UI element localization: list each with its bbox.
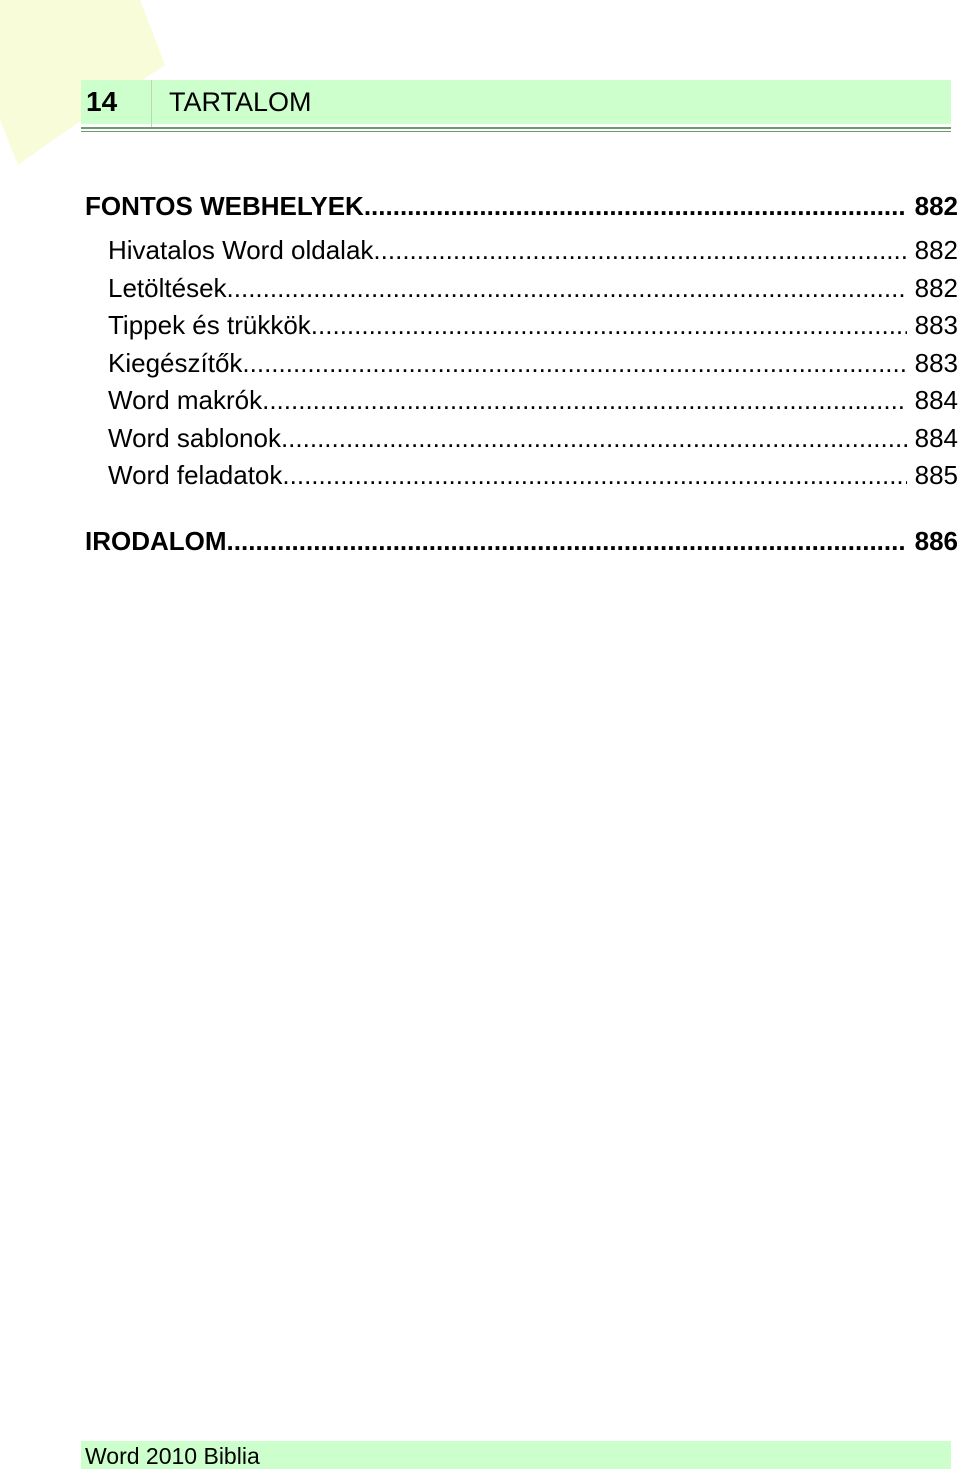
toc-page-number: 884 xyxy=(914,385,958,415)
toc-heading-irodalom[interactable] xyxy=(85,521,958,561)
toc-label: Word feladatok xyxy=(108,460,283,490)
toc-item[interactable] xyxy=(85,232,958,270)
toc-page-number: 886 xyxy=(914,525,958,556)
toc-item[interactable] xyxy=(85,457,958,495)
toc-page-number: 882 xyxy=(914,272,958,303)
toc-page-number: 883 xyxy=(914,310,958,340)
table-of-contents xyxy=(85,186,958,561)
toc-page-number: 882 xyxy=(914,235,958,265)
page-title: TARTALOM xyxy=(169,87,312,117)
toc-leader-dots xyxy=(281,420,907,458)
toc-label: IRODALOM xyxy=(85,525,227,556)
toc-label: Kiegészítők xyxy=(108,347,243,378)
toc-leader-dots xyxy=(282,457,906,495)
toc-page-number: 885 xyxy=(914,460,958,490)
toc-leader-dots xyxy=(227,521,907,561)
toc-item[interactable] xyxy=(85,270,958,308)
toc-item[interactable] xyxy=(85,420,958,458)
toc-leader-dots xyxy=(242,345,906,383)
toc-label: Word sablonok xyxy=(108,422,281,453)
toc-page-number: 884 xyxy=(914,422,958,453)
page-header xyxy=(81,80,951,124)
toc-item[interactable] xyxy=(85,382,958,420)
page-number: 14 xyxy=(86,86,118,117)
toc-label: Tippek és trükkök xyxy=(108,310,311,340)
toc-item[interactable] xyxy=(85,345,958,383)
header-divider xyxy=(151,80,152,128)
toc-label: Letöltések xyxy=(108,272,227,303)
toc-heading-fontos-webhelyek[interactable] xyxy=(85,186,958,226)
toc-leader-dots xyxy=(373,232,906,270)
header-rule-thick xyxy=(81,127,951,129)
toc-page-number: 883 xyxy=(914,347,958,378)
toc-leader-dots xyxy=(262,382,907,420)
toc-label: FONTOS WEBHELYEK xyxy=(85,191,364,221)
toc-leader-dots xyxy=(364,186,907,226)
toc-leader-dots xyxy=(227,270,907,308)
toc-label: Word makrók xyxy=(108,385,263,415)
toc-item[interactable] xyxy=(85,307,958,345)
page-footer xyxy=(81,1441,951,1469)
toc-page-number: 882 xyxy=(914,191,958,221)
footer-book-title: Word 2010 Biblia xyxy=(85,1443,260,1469)
toc-leader-dots xyxy=(311,307,907,345)
toc-label: Hivatalos Word oldalak xyxy=(108,235,374,265)
header-rule-thin xyxy=(81,131,951,132)
